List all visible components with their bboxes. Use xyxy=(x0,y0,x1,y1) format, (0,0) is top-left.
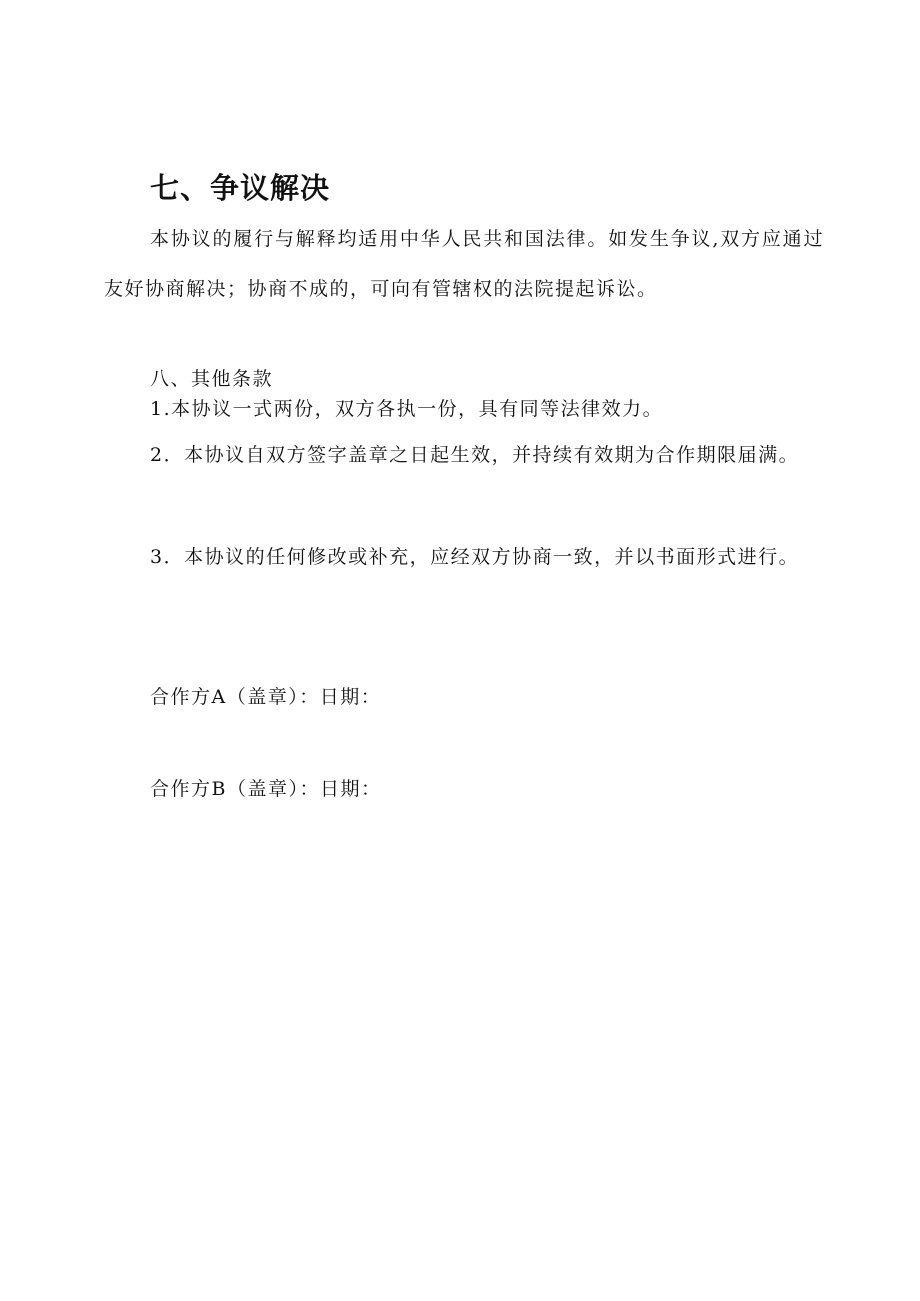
party-b-signature-line: 合作方B（盖章）：日期： xyxy=(150,778,382,800)
clause-1: 1.本协议一式两份，双方各执一份，具有同等法律效力。 xyxy=(150,398,664,420)
section-8-heading: 八、其他条款 xyxy=(150,368,274,390)
section-7-heading: 七、争议解决 xyxy=(150,171,331,205)
party-a-signature-line: 合作方A（盖章）：日期： xyxy=(150,686,382,708)
section-7-paragraph: 本协议的履行与解释均适用中华人民共和国法律。如发生争议,双方应通过友好协商解决；协商不成的，可向有管辖权的法院提起诉讼。 xyxy=(104,228,824,300)
clause-2: 2．本协议自双方签字盖章之日起生效，并持续有效期为合作期限届满。 xyxy=(150,444,800,466)
clause-3: 3．本协议的任何修改或补充，应经双方协商一致，并以书面形式进行。 xyxy=(150,546,800,568)
